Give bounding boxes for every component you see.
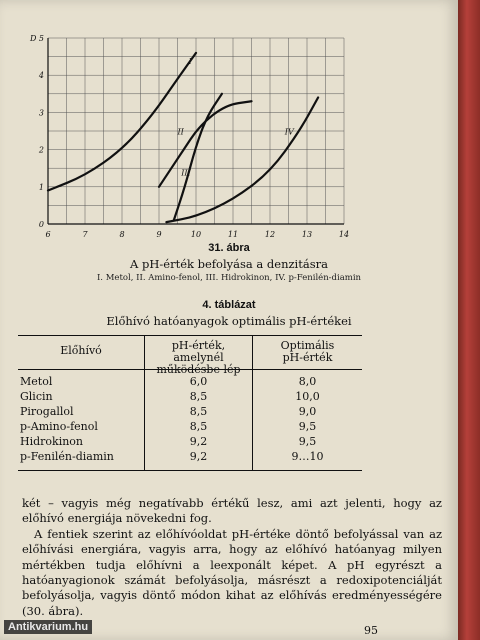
row-optimal: 9,5 xyxy=(298,420,317,433)
x-tick-label: 6 xyxy=(45,230,51,239)
table-top-rule xyxy=(18,335,362,336)
x-tick-label: 7 xyxy=(82,230,88,239)
curve-label-iv: IV xyxy=(284,127,294,137)
paragraph: két – vagyis még negatívabb értékű lesz, ami azt jelenti, hogy az előhívó energiája növekedni fog. xyxy=(22,496,442,526)
row-name: Metol xyxy=(20,375,53,388)
density-chart xyxy=(26,24,356,244)
row-start: 8,5 xyxy=(189,420,208,433)
y-tick-label: 2 xyxy=(38,145,44,155)
row-optimal: 9,5 xyxy=(298,435,317,448)
table-bottom-rule xyxy=(18,470,362,471)
y-tick-label: D 5 xyxy=(29,34,44,43)
row-name: p-Fenilén-diamin xyxy=(20,450,114,463)
curve-label-i: I xyxy=(188,57,192,67)
x-tick-label: 12 xyxy=(264,230,276,239)
figure-title: A pH-érték befolyása a denzitásra xyxy=(130,257,328,271)
curve-ii xyxy=(159,101,252,187)
book-cover-edge xyxy=(458,0,480,640)
y-tick-label: 0 xyxy=(38,220,44,229)
row-start: 9,2 xyxy=(189,435,208,448)
row-optimal: 10,0 xyxy=(295,390,320,403)
x-tick-label: 10 xyxy=(190,230,202,239)
ph-table xyxy=(18,335,362,471)
table-number: 4. táblázat xyxy=(202,299,256,311)
row-optimal: 9…10 xyxy=(291,450,324,463)
figure-legend: I. Metol, II. Amino-fenol, III. Hidrokinon, IV. p-Fenilén-diamin xyxy=(96,273,362,283)
row-start: 8,5 xyxy=(189,405,208,418)
row-name: Hidrokinon xyxy=(20,435,84,448)
table-title: Előhívó hatóanyagok optimális pH-értékei xyxy=(106,314,352,328)
x-tick-label: 13 xyxy=(301,230,313,239)
row-name: Pirogallol xyxy=(20,405,74,418)
watermark-logo: Antikvarium.hu xyxy=(4,620,92,634)
page-number: 95 xyxy=(364,624,378,637)
row-name: Glicin xyxy=(20,390,53,403)
y-tick-label: 3 xyxy=(38,108,44,118)
row-optimal: 9,0 xyxy=(298,405,317,418)
row-start: 6,0 xyxy=(189,375,208,388)
figure-31-chart xyxy=(26,24,356,244)
figure-number: 31. ábra xyxy=(208,242,250,254)
curve-label-ii: II xyxy=(177,127,184,137)
curve-label-iii: III xyxy=(181,168,191,178)
row-start: 8,5 xyxy=(189,390,208,403)
paragraph: A fentiek szerint az előhívóoldat pH-értéke döntő befolyással van az előhívási energiára, vagyis arra, hogy az előhívó hatóanyag milyen mértékben tudja előhívni a leexponált képet. A pH egyrészt a hatóanyagionok számát befolyásolja, másrészt a redoxipotenciálját befolyásolja, vagyis döntő módon kihat az előhívás eredményességére (30. ábra). xyxy=(22,526,442,618)
x-tick-label: 8 xyxy=(119,230,125,239)
body-text xyxy=(22,496,442,619)
y-tick-label: 1 xyxy=(38,182,44,192)
y-tick-label: 4 xyxy=(38,71,44,81)
row-optimal: 8,0 xyxy=(298,375,317,388)
x-tick-label: 11 xyxy=(227,230,239,239)
row-name: p-Amino-fenol xyxy=(20,420,98,433)
row-start: 9,2 xyxy=(189,450,208,463)
x-tick-label: 9 xyxy=(156,230,162,239)
curve-iv xyxy=(166,98,318,223)
header-optimal-ph: Optimális pH-érték xyxy=(280,339,335,364)
header-start-ph: pH-érték, amelynél működésbe lép xyxy=(156,339,241,376)
header-developer: Előhívó xyxy=(60,344,102,357)
x-tick-label: 14 xyxy=(338,230,350,239)
